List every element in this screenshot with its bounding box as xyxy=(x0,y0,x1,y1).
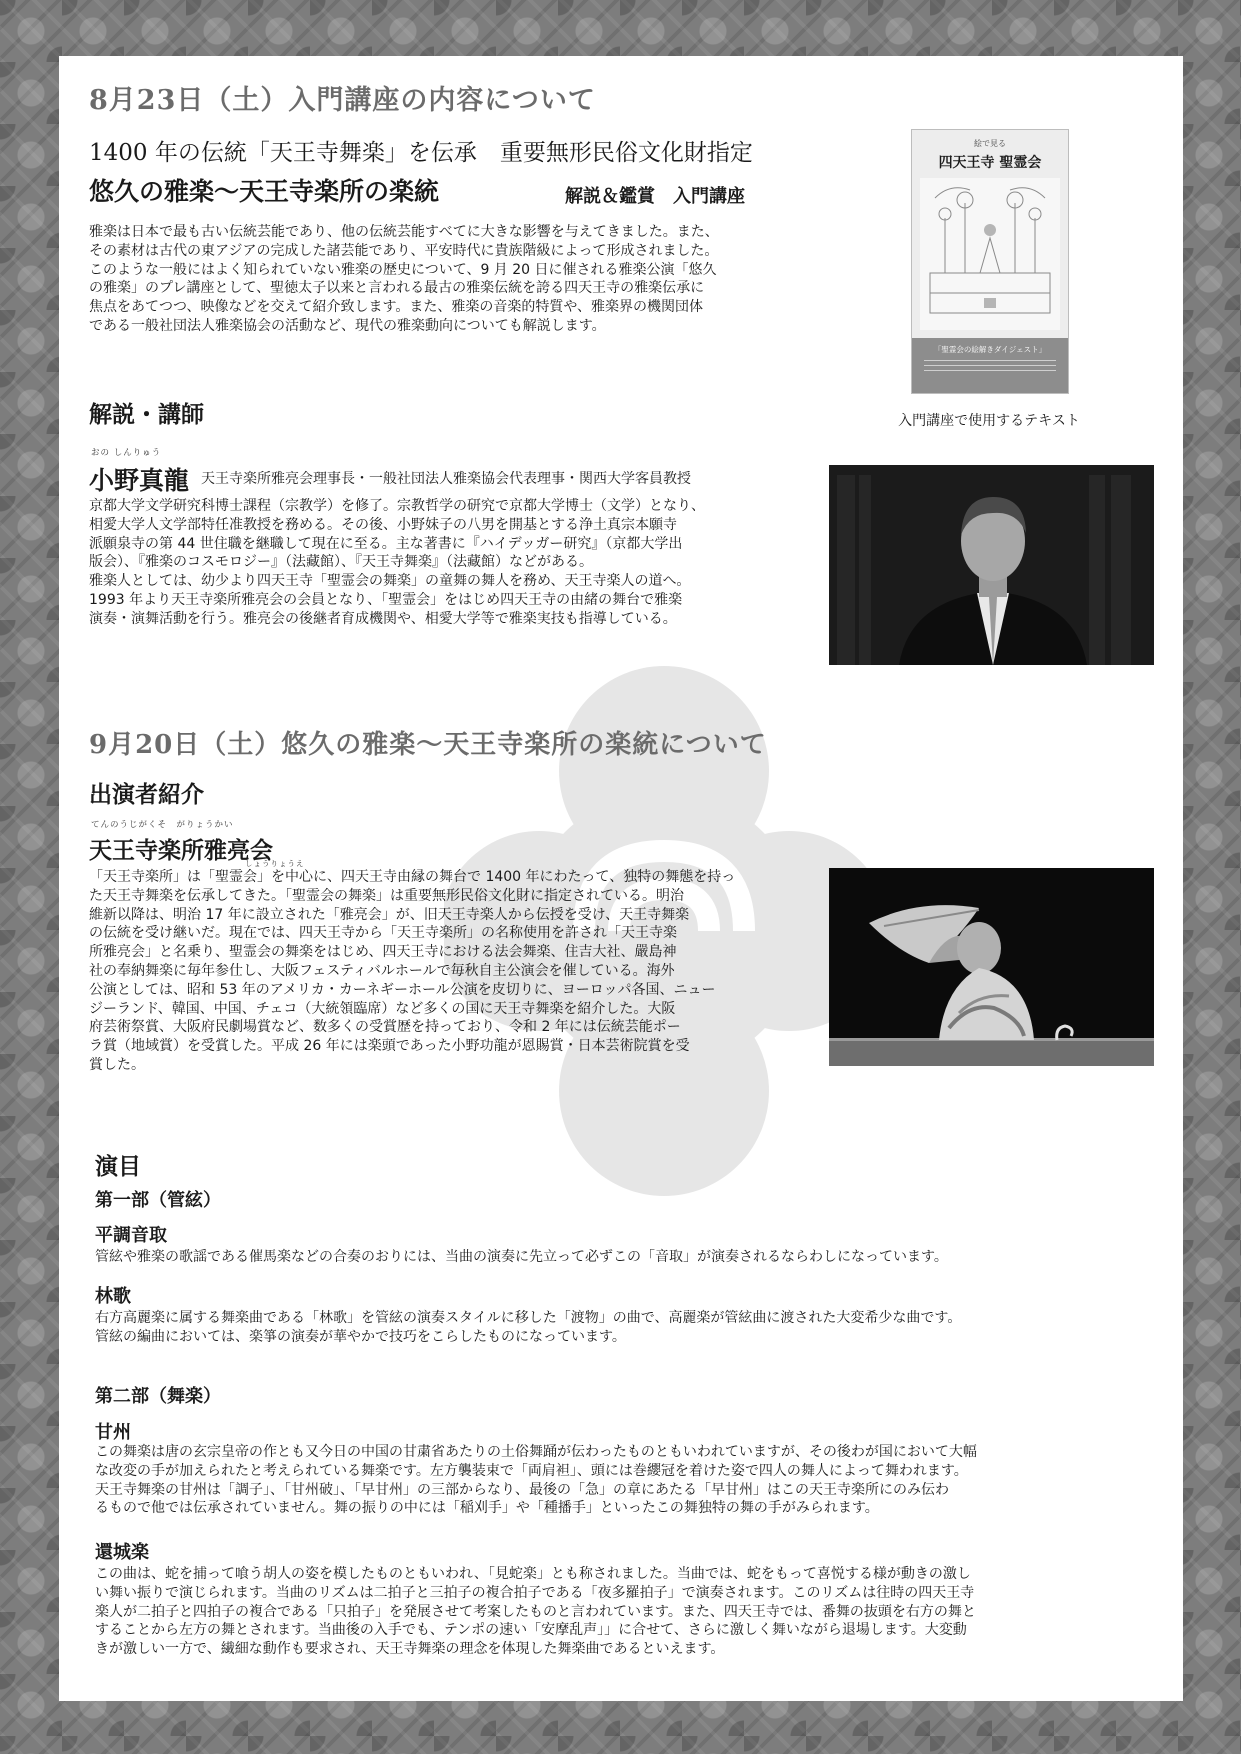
section1-body: 雅楽は日本で最も古い伝統芸能であり、他の伝統芸能すべてに大きな影響を与えてきました。また、 その素材は古代の東アジアの完成した諸芸能であり、平安時代に貴族階級によって形成されました。 このような一般にはよく知られていない雅楽の歴史について、9 月 20 日に催される雅楽公演「悠久 の雅楽」のプレ講座として、聖徳太子以来と言われる最古の雅楽伝統を誇る四天王寺の雅楽伝承に 焦点をあてつつ、映像などを交えて紹介致します。また、雅楽の音楽的特質や、雅楽界の機関団体 である一般社団法人雅楽協会の活動など、現代の雅楽動向についても解説します。 xyxy=(89,224,719,334)
page-sheet xyxy=(59,56,1183,1701)
book-band-caption: 「聖霊会の絵解きダイジェスト」 xyxy=(933,345,1047,354)
section1-tagline: 1400 年の伝統「天王寺舞楽」を伝承 重要無形民俗文化財指定 xyxy=(89,140,753,166)
piece1-body: 管絃や雅楽の歌謡である催馬楽などの合奏のおりには、当曲の演奏に先立って必ずこの「音取」が演奏されるならわしになっています。 xyxy=(95,1249,948,1265)
piece2-body: 右方高麗楽に属する舞楽曲である「林歌」を管絃の演奏スタイルに移した「渡物」の曲で、高麗楽が管絃曲に渡された大変希少な曲です。 管絃の編曲においては、楽箏の演奏が華やかで技巧をこらしたものになっています。 xyxy=(95,1310,962,1345)
book-illustration xyxy=(920,178,1060,330)
group-body: 「天王寺楽所」は「聖霊会」を中心に、四天王寺由縁の舞台で 1400 年にわたって、独特の舞態を持っ た天王寺舞楽を伝承してきた。「聖霊会の舞楽」は重要無形民俗文化財に指定されている。明治 維新以降は、明治 17 年に設立された「雅亮会」が、旧天王寺楽人から伝授を受け、天王寺舞楽 の伝統を受け継いだ。現在では、四天王寺から「天王寺楽所」の名称使用を許され「天王寺楽 所雅亮会」と名乗り、聖霊会の舞楽をはじめ、四天王寺における法会舞楽、住吉大社、嚴島神 社の奉納舞楽に毎年参仕し、大阪フェスティバルホールで毎秋自主公演会を催している。海外 公演としては、昭和 53 年のアメリカ・カーネギーホール公演を皮切りに、ヨーロッパ各国、ニュー ジーランド、韓国、中国、チェコ（大統領臨席）など多くの国に天王寺舞楽を紹介した。大阪 府芸術祭賞、大阪府民劇場賞など、数多くの受賞歴を持っており、令和 2 年には伝統芸能ポー ラ賞（地域賞）を受賞した。平成 26 年には楽頭であった小野功龍が恩賜賞・日本芸術院賞を受 賞した。 xyxy=(89,869,736,1073)
group-name-ruby: てんのうじがくそ がりょうかい xyxy=(91,820,234,830)
lecturer-heading: 解説・講師 xyxy=(89,401,204,428)
lecturer-name: 小野真龍 xyxy=(89,466,190,495)
piece2-title: 林歌 xyxy=(95,1286,131,1307)
book-caption: 入門講座で使用するテキスト xyxy=(898,413,1080,429)
section2-heading: 9月20日（土）悠久の雅楽～天王寺楽所の楽統について xyxy=(89,730,767,760)
program-heading: 演目 xyxy=(95,1153,141,1180)
book-cover-image xyxy=(911,129,1069,394)
section1-heading: 8月23日（土）入門講座の内容について xyxy=(89,85,596,116)
lecturer-bio: 京都大学文学研究科博士課程（宗教学）を修了。宗教哲学の研究で京都大学博士（文学）となり、 相愛大学人文学部特任准教授を務める。その後、小野妹子の八男を開基とする浄土真宗本願寺 派願泉寺の第 44 世住職を継職して現在に至る。主な著書に『ハイデッガー研究』（京都大学出 版会）、『雅楽のコスモロジー』（法藏館）、『天王寺舞楽』（法藏館）などがある。 雅楽人としては、幼少より四天王寺「聖霊会の舞楽」の童舞の舞人を務め、天王寺楽人の道へ。 1993 年より天王寺楽所雅亮会の会員となり、「聖霊会」をはじめ四天王寺の由緒の舞台で雅楽 演奏・演舞活動を行う。雅亮会の後継者育成機関や、相愛大学等で雅楽実技も指導している。 xyxy=(89,498,705,627)
performers-heading: 出演者紹介 xyxy=(89,781,204,808)
shoryoe-ruby: しょうりょうえ xyxy=(245,859,305,868)
lecturer-titles: 天王寺楽所雅亮会理事長・一般社団法人雅楽協会代表理事・関西大学客員教授 xyxy=(201,471,691,487)
piece3-title: 甘州 xyxy=(95,1422,131,1443)
piece4-body: この曲は、蛇を捕って喰う胡人の姿を模したものともいわれ、「見蛇楽」とも称されました。当曲では、蛇をもって喜悦する様が動きの激し い舞い振りで演じられます。当曲のリズムは二拍子と三拍子の複合拍子である「夜多羅拍子」で演奏されます。このリズムは往時の四天王寺 楽人が二拍子と四拍子の複合である「只拍子」を発展させて考案したものと言われています。また、四天王寺では、番舞の抜頭を右方の舞と することから左方の舞とされます。当曲後の入手でも、テンポの速い「安摩乱声」」に合せて、さらに激しく舞いながら退場します。大変動 きが激しい一方で、繊細な動作も要求され、天王寺舞楽の理念を体現した舞楽曲であるといえます。 xyxy=(95,1566,976,1658)
piece4-title: 還城楽 xyxy=(95,1542,149,1563)
section1-title: 悠久の雅楽～天王寺楽所の楽統 xyxy=(89,177,440,206)
piece3-body: この舞楽は唐の玄宗皇帝の作とも又今日の中国の甘粛省あたりの土俗舞踊が伝わったものともいわれていますが、その後わが国において大幅 な改変の手が加えられたと考えられている舞楽です。左方襲装束で「両肩袒」、頭には巻纓冠を着けた姿で四人の舞人によって舞われます。 天王寺舞楽の甘州は「調子」、「甘州破」、「早甘州」の三部からなり、最後の「急」の章にあたる「早甘州」はこの天王寺楽所にのみ伝わ るもので他では伝承されていません。舞の振りの中には「稲刈手」や「種播手」といったこの舞独特の舞の手がみられます。 xyxy=(95,1444,977,1517)
part1-heading: 第一部（管絃） xyxy=(95,1190,221,1211)
bugaku-dance-photo xyxy=(829,868,1154,1066)
book-title: 四天王寺 聖霊会 xyxy=(938,155,1042,171)
section1-subtitle: 解説＆鑑賞 入門講座 xyxy=(565,186,745,207)
piece1-title: 平調音取 xyxy=(95,1225,167,1246)
part2-heading: 第二部（舞楽） xyxy=(95,1386,221,1407)
lecturer-photo xyxy=(829,465,1154,665)
lecturer-name-ruby: おの しんりゅう xyxy=(91,448,162,458)
book-top-label: 絵で見る xyxy=(974,139,1006,148)
group-name: 天王寺楽所雅亮会 xyxy=(89,837,273,864)
